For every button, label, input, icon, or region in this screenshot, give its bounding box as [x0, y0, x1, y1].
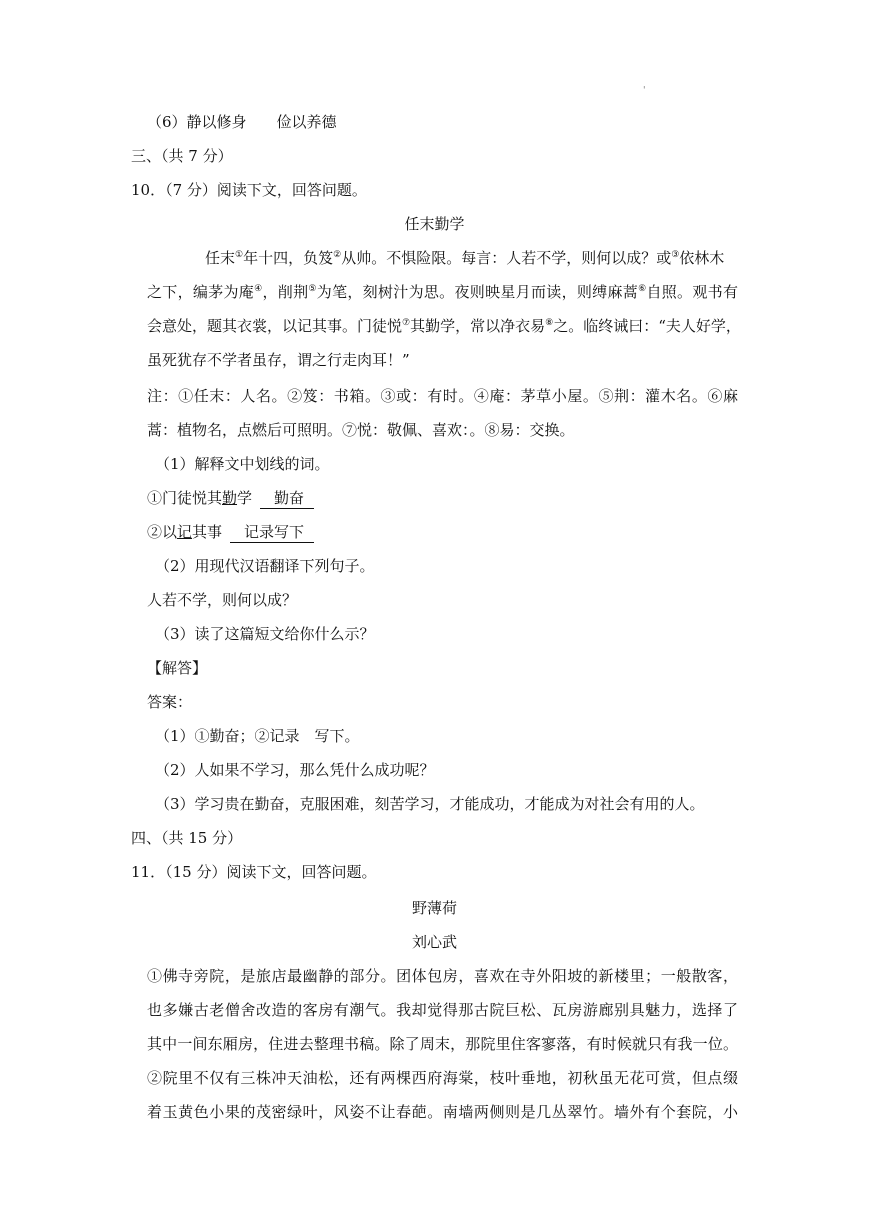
passage-title-ye-bohe: 野薄荷 — [411, 899, 457, 917]
passage-line-2: 之下，编茅为庵④，削荆⑤为笔，刻树汁为思。夜则映星月而读，则缚麻蒿⑥自照。观书有 — [147, 283, 738, 301]
passage2-line-1: ①佛寺旁院，是旅店最幽静的部分。团体包房，喜欢在寺外阳坡的新楼里；一般散客， — [147, 967, 738, 985]
answer-blank-1b: 记录写下 — [230, 522, 314, 543]
subquestion-1: （1）解释文中划线的词。 — [155, 455, 330, 473]
footnote-ref-7: ⑦ — [402, 318, 411, 328]
question-11-heading: 11．（15 分）阅读下文，回答问题。 — [131, 863, 377, 881]
footnote-ref-1: ① — [235, 250, 244, 260]
passage2-line-5: 着玉黄色小果的茂密绿叶，风姿不让春葩。南墙两侧则是几丛翠竹。墙外有个套院，小 — [147, 1103, 738, 1121]
solution-heading: 【解答】 — [147, 659, 208, 677]
passage-title-renmo: 任末勤学 — [404, 215, 465, 233]
section-3-heading: 三、（共 7 分） — [131, 147, 233, 165]
subquestion-2-sentence: 人若不学，则何以成？ — [147, 591, 298, 609]
passage-line-1: 任末①年十四，负笈②从帅。不惧险限。每言：人若不学，则何以成？或③依林木 — [205, 249, 725, 267]
footnote-ref-2: ② — [333, 250, 342, 260]
header-mark: ' — [643, 86, 646, 96]
footnote-ref-6: ⑥ — [638, 284, 647, 294]
passage-author: 刘心武 — [411, 933, 457, 951]
underlined-word-qin: 勤 — [222, 489, 238, 507]
subquestion-3: （3）读了这篇短文给你什么示？ — [155, 625, 375, 643]
notes-line-2: 蒿：植物名，点燃后可照明。⑦悦：敬佩、喜欢：。⑧易：交换。 — [147, 421, 575, 439]
question-10-heading: 10．（7 分）阅读下文，回答问题。 — [131, 181, 367, 199]
answer-1: （1）①勤奋；②记录 写下。 — [155, 727, 360, 745]
subquestion-1b: ②以记其事 记录写下 — [147, 522, 314, 543]
footnote-ref-3: ③ — [671, 250, 680, 260]
footnote-ref-4: ④ — [254, 284, 263, 294]
section-4-heading: 四、（共 15 分） — [131, 829, 243, 847]
answer-blank-1a: 勤奋 — [260, 488, 314, 509]
passage2-line-3: 其中一间东厢房，住进去整理书稿。除了周末，那院里住客寥落，有时候就只有我一位。 — [147, 1035, 738, 1053]
underlined-word-ji: 记 — [177, 523, 193, 541]
answer-line-6: （6）静以修身 俭以养德 — [147, 113, 337, 131]
answer-3: （3）学习贵在勤奋，克服困难，刻苦学习，才能成功，才能成为对社会有用的人。 — [155, 795, 705, 813]
notes-line-1: 注：①任末：人名。②笈：书箱。③或：有时。④庵：茅草小屋。⑤荆：灌木名。⑥麻 — [147, 387, 738, 405]
passage2-line-2: 也多嫌古老僧舍改造的客房有潮气。我却觉得那古院巨松、瓦房游廊别具魅力，选择了 — [147, 1001, 738, 1019]
answer-2: （2）人如果不学习，那么凭什么成功呢？ — [155, 761, 435, 779]
passage-line-3: 会意处，题其衣裳，以记其事。门徒悦⑦其勤学，常以净衣易⑧之。临终诫曰：“夫人好学， — [147, 317, 741, 335]
subquestion-2: （2）用现代汉语翻译下列句子。 — [155, 557, 375, 575]
footnote-ref-8: ⑧ — [545, 318, 554, 328]
footnote-ref-5: ⑤ — [308, 284, 317, 294]
passage-line-4: 虽死犹存不学者虽存，谓之行走肉耳！” — [147, 351, 410, 369]
subquestion-1a: ①门徒悦其勤学 勤奋 — [147, 488, 314, 509]
answer-label: 答案： — [147, 693, 193, 711]
passage2-line-4: ②院里不仅有三株冲天油松，还有两棵西府海棠，枝叶垂地，初秋虽无花可赏，但点缀 — [147, 1069, 738, 1087]
